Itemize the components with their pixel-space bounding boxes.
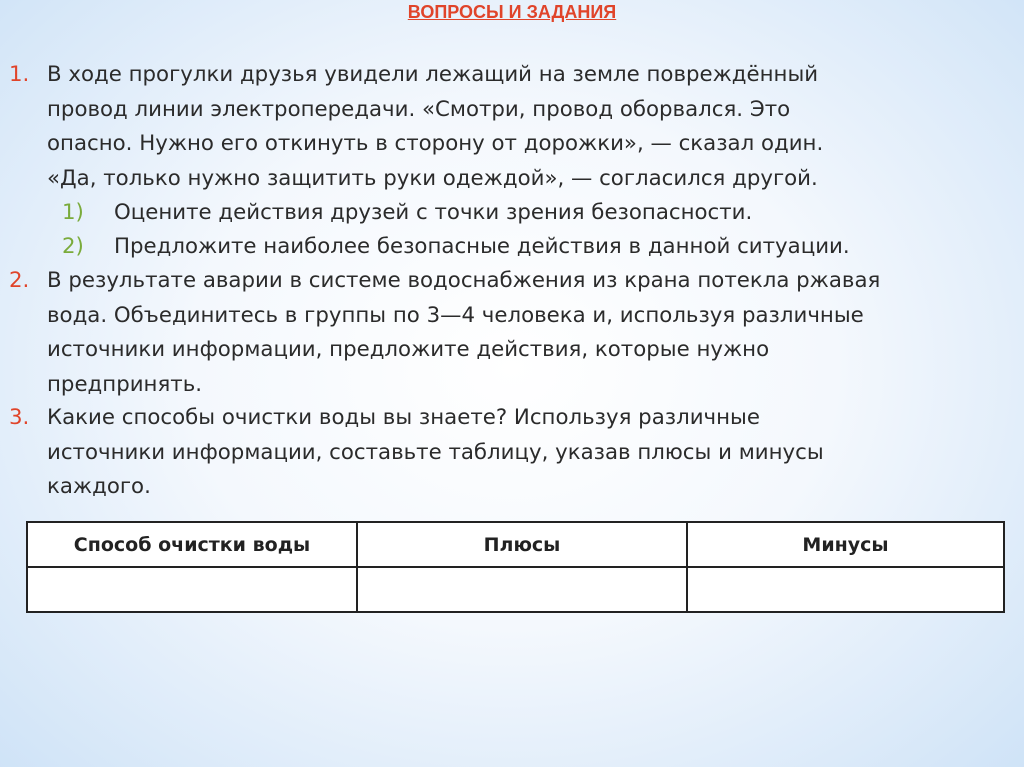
question-text-line: «Да, только нужно защитить руки одеждой», — согласился другой. — [47, 165, 818, 191]
question-text-line: опасно. Нужно его откинуть в сторону от дорожки», — сказал один. — [47, 131, 824, 156]
question-text-line: каждого. — [47, 474, 151, 499]
question-1 — [0, 58, 1000, 196]
subitem-text: Оцените действия друзей с точки зрения безопасности. — [114, 200, 753, 225]
question-text-line: вода. Объединитесь в группы по 3—4 человека и, используя различные — [47, 302, 864, 328]
table-cell — [357, 567, 687, 612]
table-cell — [687, 567, 1004, 612]
question-2 — [0, 264, 1000, 402]
subitem-text: Предложите наиболее безопасные действия в данной ситуации. — [114, 234, 850, 259]
question-number: 1. — [9, 62, 30, 87]
question-text-line: предпринять. — [47, 371, 203, 397]
question-number: 3. — [9, 405, 30, 430]
question-text-line: провод линии электропередачи. «Смотри, провод оборвался. Это — [47, 96, 791, 122]
subitem-1 — [0, 196, 752, 231]
table-row — [27, 567, 1004, 612]
table-cell — [27, 567, 357, 612]
question-text-line: источники информации, предложите действия, которые нужно — [47, 337, 770, 362]
question-text-line: Какие способы очистки воды вы знаете? Используя различные — [47, 405, 760, 430]
slide-title: ВОПРОСЫ И ЗАДАНИЯ — [407, 2, 617, 22]
question-text-line: источники информации, составьте таблицу, указав плюсы и минусы — [47, 439, 824, 465]
column-header-cons: Минусы — [687, 522, 1004, 567]
question-text-line: В результате аварии в системе водоснабжения из крана потекла ржавая — [47, 268, 881, 293]
table-header-row — [27, 522, 1004, 567]
subitem-number: 1) — [62, 200, 84, 225]
subitem-2 — [0, 230, 850, 265]
column-header-method: Способ очистки воды — [27, 522, 357, 567]
question-text-line: В ходе прогулки друзья увидели лежащий на земле повреждённый — [47, 62, 819, 87]
subitem-number: 2) — [62, 234, 84, 259]
question-3 — [0, 401, 1000, 505]
column-header-pros: Плюсы — [357, 522, 687, 567]
question-number: 2. — [9, 268, 30, 293]
water-purification-table — [26, 521, 1005, 613]
